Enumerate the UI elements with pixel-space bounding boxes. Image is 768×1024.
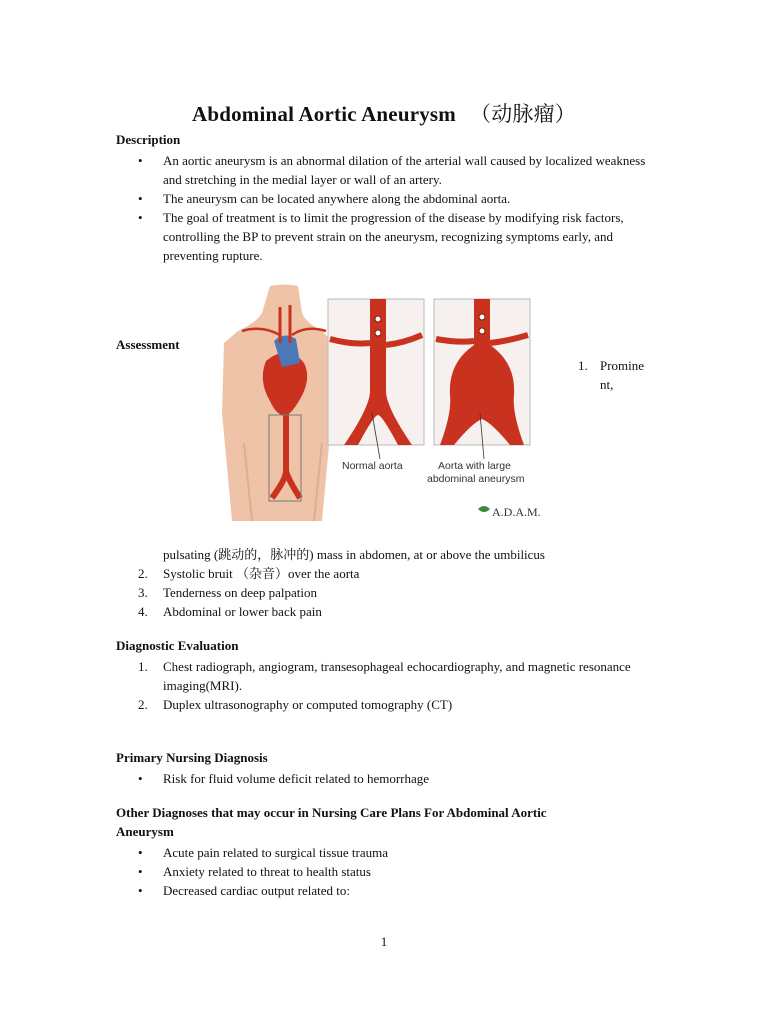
primary-list [116,769,656,788]
diagnostic-list [116,657,656,714]
title-main: Abdominal Aortic Aneurysm [191,102,456,126]
page-number: 1 [380,934,388,949]
item-number: 3. [138,585,148,600]
list-item [116,695,656,714]
list-item: • Anxiety related to threat to health status [116,862,656,881]
aorta-illustration [222,283,552,523]
item-text: Systolic bruit （杂音）over the aorta [163,566,360,581]
list-item: • Risk for fluid volume deficit related to hemorrhage [116,769,656,788]
item-text: Tenderness on deep palpation [163,585,317,600]
item-text: Abdominal or lower back pain [163,604,322,619]
logo-text: A.D.A.M. [492,505,541,519]
item-number: 2. [138,697,148,712]
description-list [116,151,656,265]
aneurysm-aorta-panel [427,299,530,485]
page-title [0,98,768,128]
list-item [116,602,656,621]
item-text: pulsating (跳动的，脉冲的) mass in abdomen, at or above the umbilicus [163,547,545,562]
assessment-heading: Assessment [116,337,180,352]
item-text: Promine nt, [600,358,645,392]
primary-heading: Primary Nursing Diagnosis [116,750,268,765]
list-item: • Acute pain related to surgical tissue trauma [116,843,656,862]
list-item [116,564,656,583]
other-heading-line1: Other Diagnoses that may occur in Nursing Care Plans For Abdominal Aortic [116,805,547,820]
item-text: Duplex ultrasonography or computed tomography (CT) [163,697,453,712]
title-chinese: （动脉瘤） [470,102,576,126]
list-item [116,545,656,564]
description-heading: Description [116,132,181,147]
other-list [116,843,656,900]
caption-aneurysm-line2: abdominal aneurysm [427,473,525,485]
item-number: 1. [138,659,148,674]
item-number: 2. [138,566,148,581]
list-item: • The goal of treatment is to limit the progression of the disease by modifying risk factors, controlling the BP to prevent strain on the aneurysm, recognizing symptoms early, and preventing rupture. [116,208,656,265]
item-number: 1. [578,358,588,373]
list-item: • An aortic aneurysm is an abnormal dilation of the arterial wall caused by localized weakness and stretching in the medial layer or wall of an artery. [116,151,656,189]
list-item [116,583,656,602]
assessment-list [116,545,656,621]
other-heading-line2: Aneurysm [116,824,174,839]
normal-aorta-panel [328,299,424,472]
leaf-icon [478,506,490,512]
adam-logo [478,505,541,519]
caption-aneurysm-line1: Aorta with large [438,460,511,472]
list-item: • The aneurysm can be located anywhere along the abdominal aorta. [116,189,656,208]
item-text: Chest radiograph, angiogram, transesophageal echocardiography, and magnetic resonance imaging(MRI). [163,659,631,693]
list-item: • Decreased cardiac output related to: [116,881,656,900]
list-item [116,657,656,695]
item-number: 4. [138,604,148,619]
caption-normal-aorta: Normal aorta [342,460,403,472]
diagnostic-heading: Diagnostic Evaluation [116,638,239,653]
torso-illustration [222,285,334,522]
